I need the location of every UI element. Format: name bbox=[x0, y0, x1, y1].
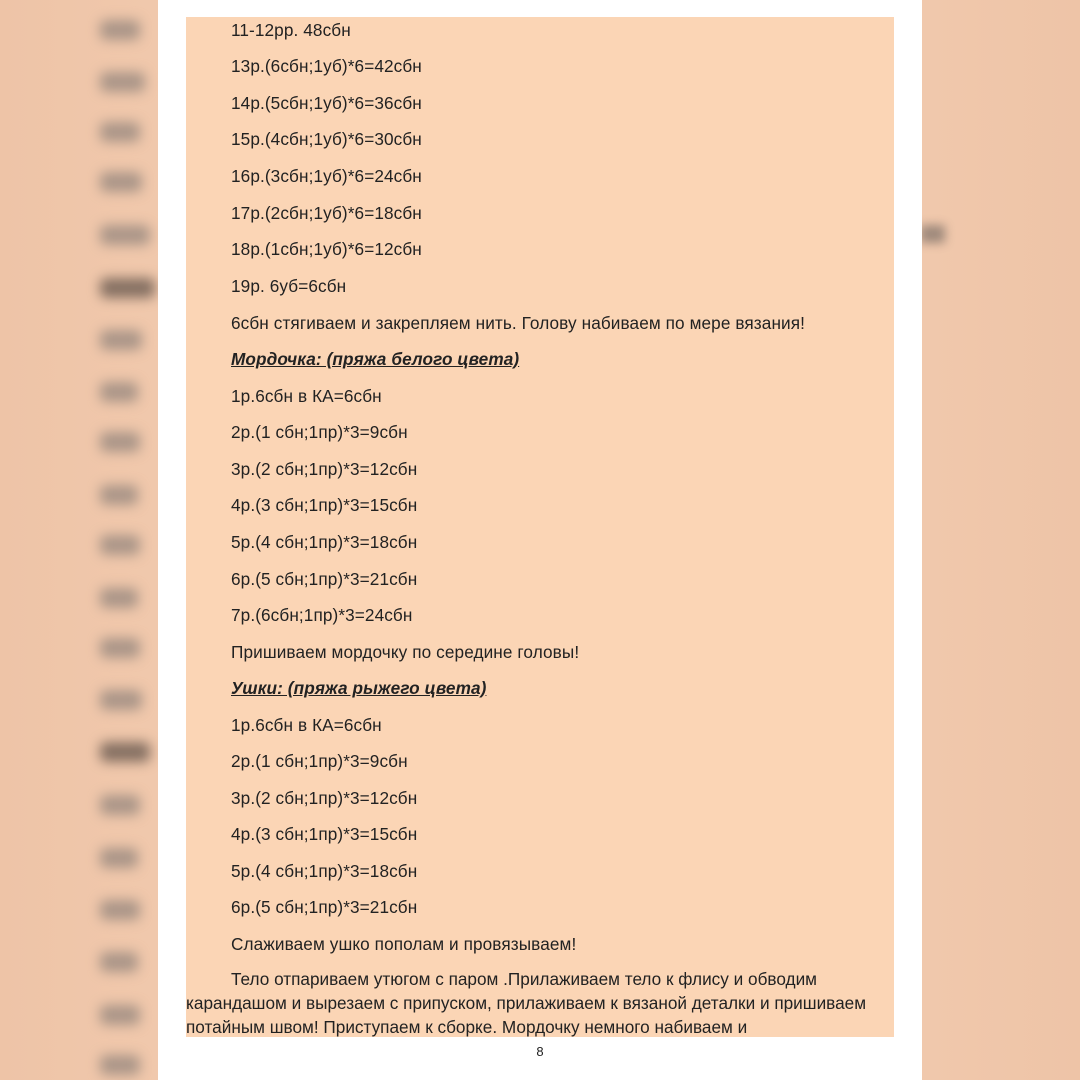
pattern-row: 6р.(5 сбн;1пр)*3=21сбн bbox=[231, 569, 418, 589]
highlighted-content bbox=[186, 17, 894, 1037]
pattern-row: 5р.(4 сбн;1пр)*3=18сбн bbox=[231, 532, 418, 552]
pattern-row: 1р.6сбн в КА=6сбн bbox=[231, 715, 382, 735]
pattern-row: 4р.(3 сбн;1пр)*3=15сбн bbox=[231, 495, 418, 515]
pattern-row: 19р. 6уб=6сбн bbox=[231, 276, 347, 296]
pattern-row: 5р.(4 сбн;1пр)*3=18сбн bbox=[231, 861, 418, 881]
section-heading-ears: Ушки: (пряжа рыжего цвета) bbox=[231, 678, 487, 698]
blurred-background-mark bbox=[920, 225, 945, 243]
pattern-row: 3р.(2 сбн;1пр)*3=12сбн bbox=[231, 459, 418, 479]
pattern-row: 1р.6сбн в КА=6сбн bbox=[231, 386, 382, 406]
instruction-text: 6сбн стягиваем и закрепляем нить. Голову набиваем по мере вязания! bbox=[231, 313, 806, 333]
pattern-row: 4р.(3 сбн;1пр)*3=15сбн bbox=[231, 824, 418, 844]
pattern-row: 16р.(3сбн;1уб)*6=24сбн bbox=[231, 166, 422, 186]
instruction-text: Пришиваем мордочку по середине головы! bbox=[231, 642, 580, 662]
pattern-row: 17р.(2сбн;1уб)*6=18сбн bbox=[231, 203, 422, 223]
page-number: 8 bbox=[536, 1044, 544, 1059]
document-page bbox=[158, 0, 922, 1080]
pattern-row: 13р.(6сбн;1уб)*6=42сбн bbox=[231, 56, 422, 76]
pattern-row: 7р.(6сбн;1пр)*3=24сбн bbox=[231, 605, 413, 625]
instruction-text: Слаживаем ушко пополам и провязываем! bbox=[231, 934, 577, 954]
pattern-row: 14р.(5сбн;1уб)*6=36сбн bbox=[231, 93, 422, 113]
pattern-row: 2р.(1 сбн;1пр)*3=9сбн bbox=[231, 422, 408, 442]
pattern-row: 18р.(1сбн;1уб)*6=12сбн bbox=[231, 239, 422, 259]
pattern-row: 15р.(4сбн;1уб)*6=30сбн bbox=[231, 129, 422, 149]
body-paragraph: Тело отпариваем утюгом с паром .Прилаживаем тело к флису и обводим карандашом и вырезаем с припуском, прилаживаем к вязаной деталки и пришиваем потайным швом! Приступаем к сборке. Мордочку немного набиваем и bbox=[186, 969, 867, 1037]
blurred-background-text bbox=[100, 0, 160, 1080]
pattern-row: 11-12рр. 48сбн bbox=[231, 20, 351, 40]
section-heading-muzzle: Мордочка: (пряжа белого цвета) bbox=[231, 349, 520, 369]
pattern-row: 2р.(1 сбн;1пр)*3=9сбн bbox=[231, 751, 408, 771]
pattern-row: 6р.(5 сбн;1пр)*3=21сбн bbox=[231, 897, 418, 917]
pattern-row: 3р.(2 сбн;1пр)*3=12сбн bbox=[231, 788, 418, 808]
